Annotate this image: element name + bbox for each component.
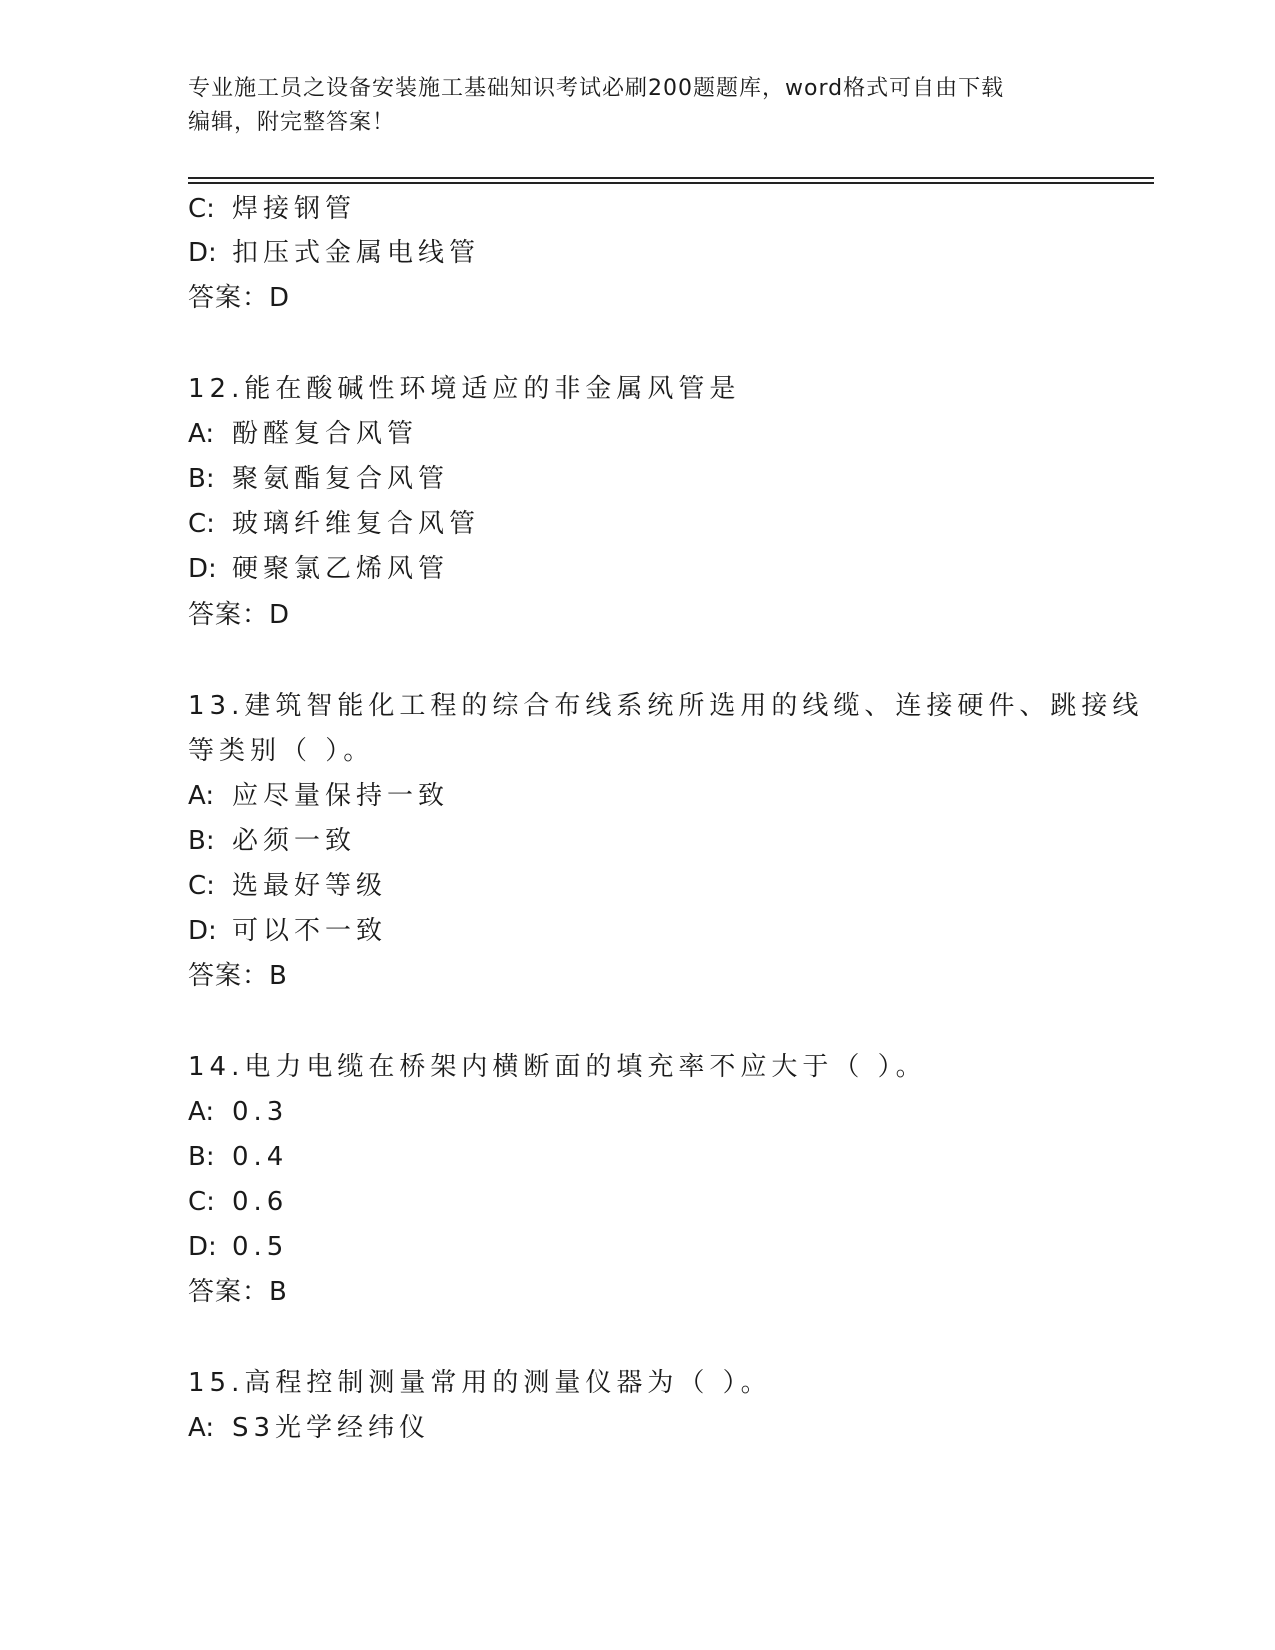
option-text: 应尽量保持一致 (232, 781, 450, 811)
q14-answer: 答案：B (188, 1277, 288, 1307)
q12-answer: 答案：D (188, 600, 291, 630)
option-label: D: (188, 238, 217, 268)
option-text: 扣压式金属电线管 (232, 238, 481, 268)
option-label: B: (188, 464, 215, 494)
header-line-2: 编辑，附完整答案！ (188, 110, 396, 135)
option-label: D: (188, 916, 217, 946)
q13-option-a (188, 778, 449, 814)
q14-question: 14.电力电缆在桥架内横断面的填充率不应大于（ ）。 (188, 1052, 927, 1082)
q13-answer: 答案：B (188, 961, 288, 991)
option-text: 酚醛复合风管 (232, 419, 419, 449)
option-label: D: (188, 554, 217, 584)
q13-question-line-2: 等类别（ ）。 (188, 736, 375, 766)
q12-option-a (188, 416, 418, 452)
q14-option-b (188, 1139, 288, 1175)
option-text: 0.3 (232, 1097, 289, 1127)
option-text: 0.6 (232, 1187, 289, 1217)
header-divider-bottom (188, 182, 1154, 184)
option-text: S3光学经纬仪 (232, 1413, 431, 1443)
header-line-1: 专业施工员之设备安装施工基础知识考试必刷200题题库，word格式可自由下载 (188, 76, 1005, 101)
option-text: 必须一致 (232, 826, 357, 856)
option-text: 可以不一致 (232, 916, 388, 946)
q15-option-a (188, 1410, 430, 1446)
option-text: 0.5 (232, 1232, 289, 1262)
q13-option-d (188, 913, 387, 949)
q12-option-d (188, 551, 449, 587)
option-label: B: (188, 1142, 215, 1172)
option-text: 聚氨酯复合风管 (232, 464, 450, 494)
document-header (188, 72, 1068, 140)
q13-option-c (188, 868, 387, 904)
q12-question: 12.能在酸碱性环境适应的非金属风管是 (188, 374, 741, 404)
q12-option-c (188, 506, 480, 542)
option-text: 硬聚氯乙烯风管 (232, 554, 450, 584)
q14-option-d (188, 1229, 288, 1265)
q11-option-c (188, 191, 356, 227)
q13-question-line-1: 13.建筑智能化工程的综合布线系统所选用的线缆、连接硬件、跳接线 (188, 691, 1144, 721)
q11-option-d (188, 235, 480, 271)
option-text: 玻璃纤维复合风管 (232, 509, 481, 539)
q11-answer: 答案：D (188, 283, 291, 313)
q13-option-b (188, 823, 356, 859)
option-label: A: (188, 781, 215, 811)
option-label: A: (188, 1097, 215, 1127)
option-text: 0.4 (232, 1142, 289, 1172)
q15-question: 15.高程控制测量常用的测量仪器为（ ）。 (188, 1368, 772, 1398)
option-label: B: (188, 826, 215, 856)
option-label: C: (188, 1187, 215, 1217)
q12-option-b (188, 461, 449, 497)
option-label: C: (188, 509, 215, 539)
option-label: C: (188, 194, 215, 224)
option-text: 选最好等级 (232, 871, 388, 901)
option-label: C: (188, 871, 215, 901)
option-label: D: (188, 1232, 217, 1262)
q14-option-a (188, 1094, 288, 1130)
q14-option-c (188, 1184, 288, 1220)
option-label: A: (188, 1413, 215, 1443)
header-divider-top (188, 177, 1154, 179)
option-label: A: (188, 419, 215, 449)
option-text: 焊接钢管 (232, 194, 357, 224)
